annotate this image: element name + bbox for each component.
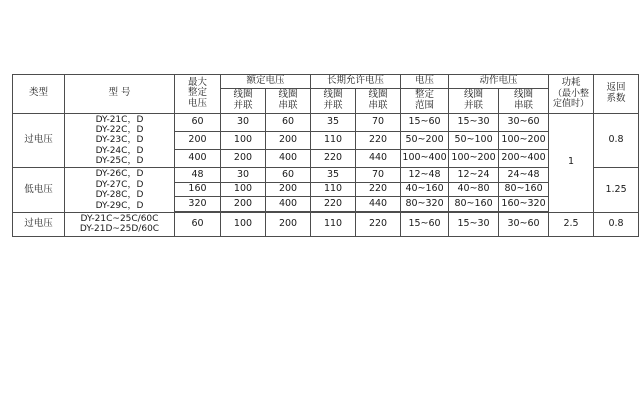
cell-long-series: 220 — [356, 182, 401, 196]
cell-action-parallel: 50~100 — [449, 132, 499, 150]
cell-long-series: 440 — [356, 197, 401, 211]
cell-long-parallel: 110 — [311, 182, 356, 196]
cell-setting-range: 100~400 — [401, 150, 449, 168]
group-2-model-0: DY-21C~25C/60C — [80, 213, 159, 224]
group-1-model-3: DY-29C，D — [95, 200, 144, 211]
header-return-line-2: 系数 — [606, 92, 626, 104]
header-max-line-2: 整定 — [187, 87, 207, 99]
group-0-models — [65, 113, 175, 168]
header-return-line-1: 返回 — [606, 81, 626, 93]
cell-action-series: 100~200 — [499, 132, 549, 150]
header-model: 型 号 — [65, 75, 175, 114]
cell-rated-series: 60 — [266, 168, 311, 182]
cell-rated-series: 400 — [266, 150, 311, 168]
header-power-line-3: 定值时） — [553, 99, 590, 110]
cell-long-parallel: 110 — [311, 132, 356, 150]
group-2-return-coefficient: 0.8 — [594, 212, 639, 236]
header-setting-range — [401, 88, 449, 113]
cell-long-series: 70 — [356, 113, 401, 131]
header-long-series-line-2: 串联 — [368, 99, 388, 111]
cell-setting-range: 12~48 — [401, 168, 449, 182]
cell-long-series: 220 — [356, 132, 401, 150]
header-rated-voltage: 额定电压 — [221, 75, 311, 89]
cell-rated-series: 60 — [266, 113, 311, 131]
header-max-line-3: 电压 — [187, 98, 207, 110]
header-setting-range-line-1: 整定 — [415, 88, 435, 100]
cell-action-series: 80~160 — [499, 182, 549, 196]
table-row — [13, 168, 639, 182]
header-long-coil-parallel — [311, 88, 356, 113]
cell-long-series: 440 — [356, 150, 401, 168]
group-0-type: 过电压 — [13, 113, 65, 168]
cell-max: 200 — [175, 132, 221, 150]
header-rated-parallel-line-2: 并联 — [233, 99, 253, 111]
cell-long-series: 220 — [356, 212, 401, 236]
specification-table — [12, 74, 639, 237]
header-long-series-line-1: 线圈 — [368, 88, 388, 100]
cell-action-parallel: 100~200 — [449, 150, 499, 168]
cell-rated-parallel: 30 — [221, 113, 266, 131]
group-2-type: 过电压 — [13, 212, 65, 236]
group-1-model-2: DY-28C，D — [95, 190, 144, 201]
cell-setting-range: 40~160 — [401, 182, 449, 196]
cell-action-parallel: 15~30 — [449, 113, 499, 131]
header-rated-coil-series — [266, 88, 311, 113]
header-power — [549, 75, 594, 114]
cell-rated-series: 200 — [266, 182, 311, 196]
table-header — [13, 75, 639, 114]
cell-max: 60 — [175, 212, 221, 236]
cell-setting-range: 50~200 — [401, 132, 449, 150]
cell-rated-series: 200 — [266, 212, 311, 236]
cell-long-parallel: 220 — [311, 150, 356, 168]
cell-rated-parallel: 100 — [221, 182, 266, 196]
table-row — [13, 113, 639, 131]
group-2-power: 2.5 — [549, 212, 594, 236]
group-0-model-4: DY-25C，D — [95, 156, 144, 167]
cell-long-series: 70 — [356, 168, 401, 182]
cell-max: 320 — [175, 197, 221, 211]
cell-rated-series: 200 — [266, 132, 311, 150]
header-action-parallel-line-2: 并联 — [464, 99, 484, 111]
header-action-series-line-1: 线圈 — [514, 88, 534, 100]
group-2-model-1: DY-21D~25D/60C — [79, 224, 160, 235]
cell-setting-range: 80~320 — [401, 197, 449, 211]
cell-max: 60 — [175, 113, 221, 131]
group-0-model-1: DY-22C，D — [95, 125, 144, 136]
header-long-parallel-line-2: 并联 — [323, 99, 343, 111]
group-1-models — [65, 168, 175, 212]
table-row — [13, 212, 639, 236]
header-voltage: 电压 — [401, 75, 449, 89]
cell-action-parallel: 15~30 — [449, 212, 499, 236]
cell-setting-range: 15~60 — [401, 113, 449, 131]
group-1-model-0: DY-26C，D — [95, 169, 144, 180]
cell-rated-parallel: 100 — [221, 132, 266, 150]
header-setting-range-line-2: 范围 — [415, 99, 435, 111]
cell-action-series: 24~48 — [499, 168, 549, 182]
group-1-model-1: DY-27C，D — [95, 179, 144, 190]
cell-rated-series: 400 — [266, 197, 311, 211]
cell-rated-parallel: 200 — [221, 150, 266, 168]
cell-long-parallel: 110 — [311, 212, 356, 236]
cell-long-parallel: 35 — [311, 113, 356, 131]
cell-rated-parallel: 100 — [221, 212, 266, 236]
cell-action-series: 30~60 — [499, 113, 549, 131]
group-2-models — [65, 212, 175, 236]
header-rated-series-line-2: 串联 — [278, 99, 298, 111]
cell-rated-parallel: 200 — [221, 197, 266, 211]
header-return-coefficient — [594, 75, 639, 114]
cell-long-parallel: 35 — [311, 168, 356, 182]
header-rated-parallel-line-1: 线圈 — [233, 88, 253, 100]
header-type: 类型 — [13, 75, 65, 114]
group-0-model-3: DY-24C，D — [95, 145, 144, 156]
cell-max: 400 — [175, 150, 221, 168]
group-power-1: 1 — [549, 113, 594, 212]
header-action-coil-parallel — [449, 88, 499, 113]
table-body — [13, 113, 639, 236]
group-1-type: 低电压 — [13, 168, 65, 212]
group-0-model-0: DY-21C，D — [95, 114, 144, 125]
header-rated-coil-parallel — [221, 88, 266, 113]
header-long-coil-series — [356, 88, 401, 113]
header-rated-series-line-1: 线圈 — [278, 88, 298, 100]
group-1-return-coefficient: 1.25 — [594, 168, 639, 212]
header-action-coil-series — [499, 88, 549, 113]
header-row-1 — [13, 75, 639, 89]
header-action-series-line-2: 串联 — [514, 99, 534, 111]
header-long-parallel-line-1: 线圈 — [323, 88, 343, 100]
cell-action-series: 160~320 — [499, 197, 549, 211]
cell-action-series: 200~400 — [499, 150, 549, 168]
cell-action-parallel: 80~160 — [449, 197, 499, 211]
header-max-setting-voltage — [175, 75, 221, 114]
cell-action-parallel: 40~80 — [449, 182, 499, 196]
header-max-line-1: 最大 — [187, 76, 207, 88]
group-0-model-2: DY-23C，D — [95, 135, 144, 146]
header-long-term-allowed-voltage: 长期允许电压 — [311, 75, 401, 89]
header-action-voltage: 动作电压 — [449, 75, 549, 89]
cell-setting-range: 15~60 — [401, 212, 449, 236]
header-action-parallel-line-1: 线圈 — [464, 88, 484, 100]
header-power-line-2: （最小整 — [553, 89, 590, 99]
group-0-return-coefficient: 0.8 — [594, 113, 639, 168]
cell-rated-parallel: 30 — [221, 168, 266, 182]
cell-action-parallel: 12~24 — [449, 168, 499, 182]
header-power-line-1: 功耗 — [561, 77, 581, 89]
cell-long-parallel: 220 — [311, 197, 356, 211]
cell-max: 160 — [175, 182, 221, 196]
cell-max: 48 — [175, 168, 221, 182]
cell-action-series: 30~60 — [499, 212, 549, 236]
